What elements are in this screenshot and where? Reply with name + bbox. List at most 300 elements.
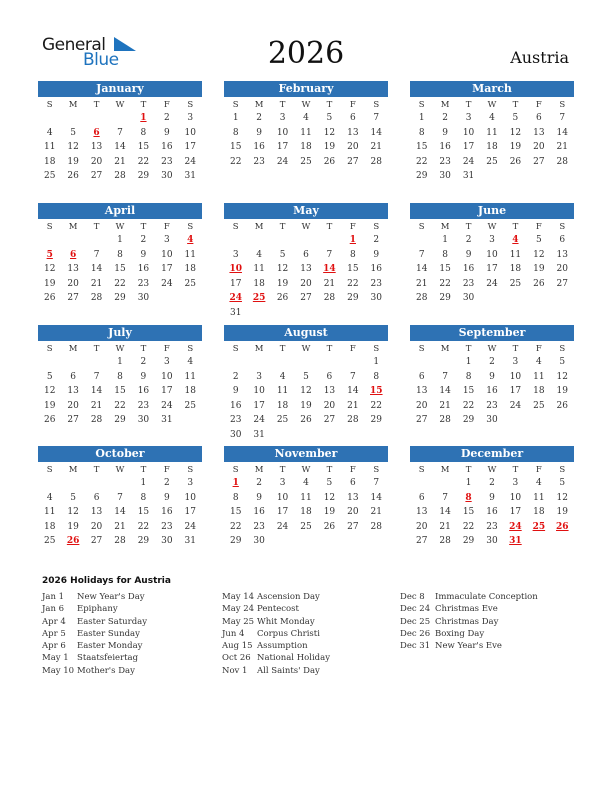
weekday-label: F — [349, 465, 356, 475]
day-cell: 7 — [349, 371, 356, 382]
day-cell: 28 — [439, 415, 451, 425]
holiday-date: Oct 26 — [222, 653, 251, 664]
day-cell: 19 — [509, 142, 522, 152]
holiday-name: New Year's Day — [77, 592, 145, 602]
day-cell: 18 — [533, 386, 545, 396]
day-cell: 2 — [163, 478, 170, 488]
day-cell: 7 — [373, 113, 380, 123]
day-cell: 19 — [323, 142, 336, 152]
weekday-label: S — [559, 465, 566, 475]
day-cell: 19 — [43, 278, 56, 289]
day-cell: 8 — [232, 492, 239, 503]
day-cell: 15 — [114, 264, 126, 274]
month-november — [224, 446, 388, 549]
day-cell: 9 — [256, 492, 262, 503]
day-cell: 8 — [418, 127, 425, 138]
day-cell: 23 — [229, 415, 242, 425]
day-cell: 27 — [347, 521, 359, 532]
holiday-date: May 25 — [222, 616, 255, 627]
day-cell: 19 — [67, 156, 79, 167]
weekday-label: T — [140, 465, 147, 475]
holiday-name: Immaculate Conception — [435, 592, 538, 602]
weekday-label: S — [559, 222, 566, 232]
day-cell: 6 — [349, 478, 356, 488]
holiday-row — [222, 652, 330, 664]
month-january — [38, 81, 202, 184]
empty-day-cell — [61, 233, 84, 248]
holiday-row — [400, 628, 538, 640]
day-cell: 18 — [533, 507, 545, 517]
weekday-label: F — [163, 465, 170, 475]
day-cell: 20 — [347, 507, 359, 517]
weekday-label: T — [140, 344, 147, 354]
empty-day-cell — [85, 233, 108, 248]
day-cell: 26 — [323, 156, 336, 167]
day-cell: 25 — [276, 415, 289, 425]
holiday-name: Assumption — [257, 641, 308, 652]
holiday-day-cell: 8 — [465, 492, 472, 503]
holiday-row — [42, 591, 147, 603]
day-cell: 17 — [229, 278, 242, 289]
weekday-label: T — [465, 344, 472, 354]
month-header: October — [38, 446, 202, 462]
holiday-row — [400, 640, 538, 652]
day-cell: 9 — [140, 371, 147, 382]
day-cell: 9 — [465, 249, 472, 260]
holiday-day-cell: 1 — [349, 235, 356, 245]
day-cell: 22 — [415, 156, 428, 167]
day-cell: 25 — [184, 400, 196, 411]
holiday-day-cell: 1 — [232, 478, 239, 488]
day-cell: 9 — [163, 492, 170, 503]
day-cell: 27 — [533, 156, 545, 167]
day-cell: 16 — [370, 264, 382, 274]
day-cell: 2 — [373, 235, 380, 245]
day-cell: 8 — [117, 249, 123, 260]
weekday-label: M — [68, 222, 78, 232]
day-cell: 18 — [184, 264, 196, 274]
day-cell: 8 — [373, 371, 380, 382]
holiday-date: May 1 — [42, 653, 69, 664]
day-cell: 19 — [43, 400, 56, 411]
day-cell: 5 — [279, 249, 286, 260]
weekday-label: W — [487, 344, 497, 354]
empty-day-cell — [294, 233, 317, 248]
day-cell: 25 — [43, 171, 56, 181]
day-cell: 20 — [533, 142, 545, 152]
day-cell: 2 — [442, 113, 448, 123]
holiday-column — [42, 591, 147, 677]
day-cell: 22 — [347, 278, 359, 289]
holiday-day-cell: 4 — [512, 235, 519, 245]
day-cell: 12 — [43, 386, 56, 396]
day-cell: 26 — [533, 278, 545, 289]
day-cell: 2 — [232, 371, 239, 382]
holiday-row — [400, 603, 538, 615]
day-cell: 16 — [137, 264, 150, 274]
holiday-name: Corpus Christi — [257, 628, 320, 639]
day-cell: 27 — [415, 536, 428, 546]
day-cell: 25 — [533, 400, 545, 411]
day-cell: 16 — [161, 507, 173, 517]
day-cell: 27 — [67, 415, 79, 425]
day-cell: 14 — [439, 386, 451, 396]
day-cell: 14 — [370, 127, 382, 138]
day-cell: 12 — [43, 264, 56, 274]
empty-day-cell — [108, 111, 131, 126]
weekday-label: W — [301, 222, 311, 232]
day-cell: 4 — [187, 357, 194, 367]
day-cell: 18 — [184, 386, 196, 396]
day-cell: 21 — [370, 142, 382, 152]
month-february — [224, 81, 388, 169]
day-cell: 7 — [442, 492, 448, 503]
weekday-label: F — [535, 100, 542, 110]
empty-day-cell — [61, 111, 84, 126]
day-cell: 29 — [462, 415, 475, 425]
day-cell: 13 — [415, 386, 428, 396]
holiday-name: National Holiday — [257, 653, 330, 664]
weekday-label: W — [115, 465, 125, 475]
day-cell: 1 — [465, 357, 472, 367]
month-august — [224, 325, 388, 442]
day-cell: 30 — [370, 293, 382, 303]
holiday-day-cell: 10 — [229, 264, 242, 274]
day-cell: 21 — [114, 156, 126, 167]
day-cell: 10 — [509, 492, 522, 503]
day-cell: 10 — [276, 492, 289, 503]
day-cell: 23 — [439, 156, 451, 167]
day-cell: 19 — [556, 386, 568, 396]
day-cell: 15 — [137, 142, 150, 152]
day-cell: 21 — [556, 142, 568, 152]
day-cell: 24 — [276, 156, 289, 167]
day-cell: 17 — [253, 400, 265, 411]
empty-day-cell — [318, 233, 341, 248]
month-header: December — [410, 446, 574, 462]
day-cell: 13 — [323, 386, 336, 396]
day-cell: 15 — [462, 386, 475, 396]
empty-day-cell — [85, 355, 108, 370]
day-cell: 30 — [161, 171, 173, 181]
day-cell: 20 — [415, 521, 428, 532]
holiday-day-cell: 4 — [187, 235, 194, 245]
weekday-label: S — [187, 465, 194, 475]
day-cell: 14 — [439, 507, 451, 517]
day-cell: 9 — [373, 249, 380, 260]
day-cell: 29 — [114, 293, 126, 303]
day-cell: 24 — [509, 400, 522, 411]
month-header: May — [224, 203, 388, 219]
weekday-label: T — [512, 344, 519, 354]
day-cell: 15 — [347, 264, 359, 274]
day-cell: 27 — [67, 293, 79, 303]
weekday-label: S — [232, 465, 239, 475]
day-cell: 30 — [229, 429, 242, 440]
day-cell: 18 — [253, 278, 265, 289]
empty-day-cell — [224, 355, 247, 370]
day-cell: 6 — [93, 492, 100, 503]
holiday-date: Jan 1 — [42, 592, 65, 602]
weekday-label: S — [187, 344, 194, 354]
weekday-label: T — [512, 100, 519, 110]
weekday-label: T — [326, 465, 333, 475]
empty-day-cell — [247, 233, 270, 248]
empty-day-cell — [271, 233, 294, 248]
day-cell: 20 — [415, 400, 428, 411]
day-cell: 3 — [187, 478, 194, 488]
day-cell: 2 — [489, 478, 495, 488]
weekday-label: S — [373, 465, 380, 475]
day-cell: 1 — [117, 235, 123, 245]
day-cell: 25 — [509, 278, 522, 289]
month-december — [410, 446, 574, 549]
day-cell: 7 — [93, 249, 100, 260]
weekday-label: W — [487, 100, 497, 110]
day-cell: 13 — [347, 127, 359, 138]
day-cell: 3 — [489, 235, 495, 245]
holiday-row — [42, 652, 147, 664]
day-cell: 30 — [253, 536, 265, 546]
day-cell: 31 — [229, 307, 242, 318]
day-cell: 31 — [161, 415, 173, 425]
holiday-day-cell: 6 — [93, 127, 100, 138]
day-cell: 11 — [300, 492, 312, 503]
day-cell: 12 — [556, 492, 568, 503]
day-cell: 9 — [489, 371, 495, 382]
day-cell: 3 — [232, 249, 239, 260]
weekday-label: S — [46, 344, 53, 354]
day-cell: 1 — [117, 357, 123, 367]
weekday-label: T — [279, 344, 286, 354]
day-cell: 11 — [276, 386, 289, 396]
weekday-label: T — [465, 100, 472, 110]
empty-day-cell — [38, 233, 61, 248]
day-cell: 10 — [161, 371, 173, 382]
day-cell: 29 — [370, 415, 382, 425]
day-cell: 3 — [163, 357, 170, 367]
empty-day-cell — [38, 355, 61, 370]
day-cell: 23 — [137, 278, 150, 289]
empty-day-cell — [410, 355, 433, 370]
day-cell: 6 — [559, 235, 566, 245]
weekday-label: T — [279, 465, 286, 475]
day-cell: 11 — [533, 492, 545, 503]
day-cell: 1 — [232, 113, 239, 123]
day-cell: 14 — [114, 142, 126, 152]
day-cell: 16 — [462, 264, 475, 274]
weekday-label: S — [418, 100, 425, 110]
day-cell: 18 — [43, 521, 56, 532]
day-cell: 22 — [462, 521, 475, 532]
day-cell: 2 — [140, 235, 147, 245]
day-cell: 30 — [486, 415, 498, 425]
empty-day-cell — [341, 355, 364, 370]
holiday-name: All Saints' Day — [257, 665, 320, 676]
holiday-name: Christmas Eve — [435, 604, 498, 615]
logo-text-general: General — [42, 35, 106, 55]
month-header: November — [224, 446, 388, 462]
day-cell: 15 — [462, 507, 475, 517]
holiday-row — [222, 616, 330, 628]
day-cell: 16 — [253, 142, 265, 152]
holiday-date: Jan 6 — [42, 604, 65, 615]
month-june — [410, 203, 574, 306]
month-header: September — [410, 325, 574, 341]
holiday-row — [42, 603, 147, 615]
day-cell: 29 — [439, 293, 451, 303]
holiday-date: Dec 31 — [400, 641, 431, 652]
holiday-name: Whit Monday — [257, 616, 315, 627]
weekday-label: W — [487, 465, 497, 475]
month-header: January — [38, 81, 202, 97]
day-cell: 7 — [326, 249, 333, 260]
weekday-label: M — [254, 222, 264, 232]
day-cell: 22 — [462, 400, 475, 411]
weekday-label: M — [254, 344, 264, 354]
day-cell: 7 — [442, 371, 448, 382]
weekday-label: T — [465, 465, 472, 475]
day-cell: 16 — [161, 142, 173, 152]
empty-day-cell — [433, 476, 456, 491]
weekday-label: W — [487, 222, 497, 232]
holiday-date: Apr 4 — [42, 616, 66, 627]
day-cell: 6 — [326, 371, 333, 382]
day-cell: 6 — [349, 113, 356, 123]
day-cell: 28 — [556, 156, 568, 167]
weekday-label: S — [373, 222, 380, 232]
holiday-name: Staatsfeiertag — [77, 653, 139, 664]
day-cell: 11 — [533, 371, 545, 382]
day-cell: 31 — [184, 171, 196, 181]
holiday-date: Dec 25 — [400, 616, 431, 627]
month-july — [38, 325, 202, 428]
holiday-name: Pentecost — [257, 604, 299, 615]
weekday-label: T — [512, 465, 519, 475]
day-cell: 3 — [279, 113, 286, 123]
holiday-date: Dec 24 — [400, 604, 431, 615]
day-cell: 24 — [161, 400, 173, 411]
day-cell: 6 — [535, 113, 542, 123]
day-cell: 7 — [559, 113, 566, 123]
weekday-label: T — [279, 222, 286, 232]
holiday-row — [400, 591, 538, 603]
day-cell: 3 — [163, 235, 170, 245]
holiday-day-cell: 25 — [252, 293, 266, 303]
day-cell: 12 — [67, 142, 79, 152]
holiday-row — [400, 616, 538, 628]
day-cell: 20 — [347, 142, 359, 152]
day-cell: 13 — [415, 507, 428, 517]
weekday-label: S — [373, 344, 380, 354]
day-cell: 13 — [67, 386, 79, 396]
holiday-date: Apr 6 — [42, 641, 66, 652]
day-cell: 25 — [43, 536, 56, 546]
day-cell: 16 — [486, 507, 498, 517]
day-cell: 31 — [462, 171, 475, 181]
day-cell: 9 — [232, 386, 239, 396]
day-cell: 10 — [253, 386, 265, 396]
day-cell: 2 — [256, 478, 262, 488]
day-cell: 2 — [489, 357, 495, 367]
day-cell: 12 — [300, 386, 312, 396]
weekday-label: T — [140, 100, 147, 110]
day-cell: 24 — [253, 415, 265, 425]
day-cell: 13 — [556, 249, 568, 260]
holiday-day-cell: 24 — [229, 293, 242, 303]
weekday-label: F — [163, 222, 170, 232]
day-cell: 27 — [323, 415, 336, 425]
day-cell: 7 — [373, 478, 380, 488]
weekday-label: T — [512, 222, 519, 232]
day-cell: 28 — [114, 536, 126, 546]
day-cell: 7 — [418, 249, 425, 260]
day-cell: 4 — [303, 113, 309, 123]
day-cell: 20 — [67, 400, 79, 411]
holiday-date: May 24 — [222, 604, 255, 615]
day-cell: 16 — [137, 386, 150, 396]
weekday-label: F — [535, 222, 542, 232]
holiday-list-title: 2026 Holidays for Austria — [42, 576, 171, 586]
day-cell: 4 — [535, 357, 542, 367]
holiday-column — [400, 591, 538, 652]
day-cell: 28 — [90, 293, 103, 303]
day-cell: 28 — [347, 415, 359, 425]
holiday-row — [222, 640, 330, 652]
day-cell: 21 — [415, 278, 428, 289]
day-cell: 31 — [253, 429, 265, 440]
day-cell: 22 — [439, 278, 451, 289]
day-cell: 15 — [114, 386, 126, 396]
holiday-name: Christmas Day — [435, 616, 499, 627]
day-cell: 21 — [323, 278, 336, 289]
weekday-label: F — [535, 344, 542, 354]
day-cell: 7 — [117, 127, 123, 138]
day-cell: 17 — [184, 507, 196, 517]
day-cell: 19 — [276, 278, 289, 289]
weekday-label: S — [559, 100, 566, 110]
weekday-label: T — [93, 222, 100, 232]
day-cell: 30 — [462, 293, 475, 303]
weekday-label: M — [254, 465, 264, 475]
month-header: July — [38, 325, 202, 341]
day-cell: 1 — [465, 478, 472, 488]
holiday-row — [222, 628, 330, 640]
empty-day-cell — [85, 111, 108, 126]
weekday-label: M — [440, 465, 450, 475]
day-cell: 15 — [137, 507, 150, 517]
weekday-label: W — [301, 344, 311, 354]
holiday-row — [42, 628, 147, 640]
holiday-day-cell: 5 — [46, 249, 53, 260]
empty-day-cell — [38, 111, 61, 126]
day-cell: 30 — [161, 536, 173, 546]
holiday-day-cell: 6 — [70, 249, 77, 260]
day-cell: 16 — [229, 400, 242, 411]
day-cell: 9 — [256, 127, 262, 138]
holiday-day-cell: 26 — [66, 536, 80, 546]
day-cell: 17 — [276, 507, 289, 517]
day-cell: 23 — [486, 400, 498, 411]
day-cell: 4 — [303, 478, 309, 488]
day-cell: 10 — [462, 127, 475, 138]
day-cell: 26 — [43, 293, 56, 303]
day-cell: 29 — [462, 536, 475, 546]
holiday-day-cell: 25 — [532, 521, 546, 532]
weekday-label: T — [93, 100, 100, 110]
day-cell: 4 — [256, 249, 262, 260]
day-cell: 19 — [300, 400, 312, 411]
